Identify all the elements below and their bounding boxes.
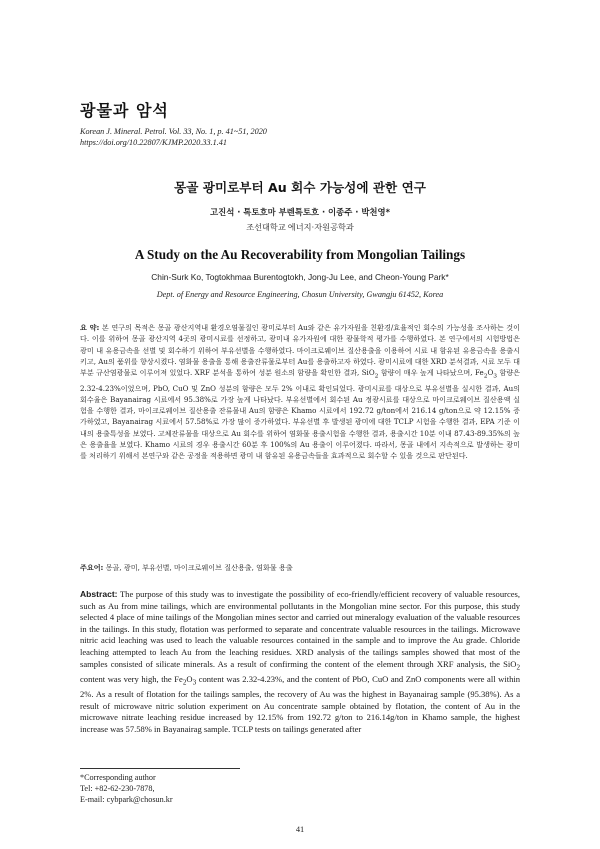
english-abstract xyxy=(80,589,520,736)
subscript: 2 xyxy=(483,373,488,380)
korean-abstract-text: O xyxy=(487,368,494,377)
english-abstract-text: content was 2.32-4.23%, and the content of PbO, CuO and ZnO components were all within 2%. As a result of flotation for the tailings samples, the recovery of Au was the highest in Bayanairag sample (95.38%). As a result of microwave nitric solution experiment on Au concentrate sample obtained by flotation, the content of Au in the microwave nitrate leaching residue increased by 12.15% from 192.72 g/ton to 216.14g/ton in Khamo sample, the highest increase was 57.58% in Bayanairag sample. TCLP tests on tailings generated after xyxy=(80,673,520,734)
subscript: 2 xyxy=(374,373,379,380)
korean-abstract-label: 요 약: xyxy=(80,323,100,332)
journal-title: 광물과 암석 xyxy=(80,101,169,120)
subscript: 3 xyxy=(493,373,498,380)
page-number: 41 xyxy=(295,825,305,834)
author-phone: Tel: +82-62-230-7878, xyxy=(80,784,155,793)
korean-abstract xyxy=(80,322,520,461)
citation-block xyxy=(80,126,267,148)
korean-authors: 고진석 · 톡토흐마 부렌톡토흐 · 이종주 · 박천영* xyxy=(210,207,390,217)
doi-link[interactable]: https://doi.org/10.22807/KJMP.2020.33.1.41 xyxy=(80,138,227,147)
korean-abstract-text: 본 연구의 목적은 몽골 광산지역내 환경오염물질인 광미로부터 Au와 같은 유가자원을 친환경/효율적인 회수의 가능성을 조사하는 것이다. 이를 위하여 몽골 광산지역 4곳의 광미시료를 선정하고, 광미내 유가자원에 대한 광물학적 평가를 수행하였다. 본 연구에서의 시험방법은 광미 내 유용금속을 선별 및 회수하기 위하여 부유선별을 수행하였다. 마이크로웨이브 질산용출을 이용하여 시료 내 함유된 유용금속을 용출시키고, Au의 품위를 향상시켰다. 염화물 용출을 통해 용출잔류물로부터 Au를 용출하고자 하였다. 광미시료에 대한 XRD 분석결과, 시료 모두 대부분 규산염광물로 이루어져 있었다. XRF 분석을 통하여 성분 원소의 함량을 확인한 결과, SiO xyxy=(80,323,520,377)
subscript: 2 xyxy=(516,663,520,672)
english-affiliation: Dept. of Energy and Resource Engineering, Chosun University, Gwangju 61452, Korea xyxy=(156,290,444,299)
korean-keywords-text: 몽골, 광미, 부유선별, 마이크로웨이브 질산용출, 염화물 용출 xyxy=(103,563,293,572)
footnote xyxy=(80,772,173,805)
korean-title: 몽골 광미로부터 Au 회수 가능성에 관한 연구 xyxy=(174,180,426,195)
subscript: 3 xyxy=(192,678,197,687)
english-title: A Study on the Au Recoverability from Mongolian Tailings xyxy=(134,247,466,262)
korean-keywords-label: 주요어: xyxy=(80,563,104,572)
korean-affiliation: 조선대학교 에너지·자원공학과 xyxy=(246,223,354,232)
subscript: 2 xyxy=(182,678,187,687)
english-abstract-text: The purpose of this study was to investigate the possibility of eco-friendly/efficient recovery of valuable resources, such as Au from mine tailings, which are environmental pollutants in the Mongolian mine sector. For this purpose, this study selected 4 place of mine tailings of the Mongolian mines sector and carried out mineralogy evaluation of the valuable resources in the tailings. In this study, flotation was performed to separate and concentrate valuable resources in the tailings. Microwave nitric acid leaching was used to leach the valuable resources contained in the sample and to improve the Au grade. Chloride leaching attempted to leach Au from the leaching residues. XRD analysis of the tailings samples showed that most of the samples consisted of silicate minerals. As a result of confirming the content of the element through XRF analysis, the SiO xyxy=(80,589,520,669)
korean-abstract-text: 함량은 2.32-4.23%이었으며, PbO, CuO 및 ZnO 성분의 함량은 모두 2% 이내로 확인되었다. 광미시료를 대상으로 부유선별을 실시한 결과, Au의 회수율은 Bayanairag 시료에서 95.38%로 가장 높게 나타났다. 부유선별에서 회수된 Au 정광시료를 대상으로 마이크로웨이브 질산용액 실험을 수행한 결과, 마이크로웨이브 질산용출 잔류물내 Au의 함량은 Khamo 시료에서 192.72 g/ton에서 216.14 g/ton으로 약 12.15% 증가하였고, Bayanairag 시료에서 57.58%로 가장 많이 증가하였다. 부유선별 후 발생된 광미에 대한 TCLP 시험을 수행한 결과, EPA 기준 이내의 용출특성을 보였다. 고체잔류물을 대상으로 Au 회수를 위하여 염화물 용출시험을 수행한 결과, 용출시간 10분 이내 87.43-89.35%의 높은 용출율을 보였다. Khamo 시료의 경우 용출시간 60분 후 100%의 Au 용출이 이루어졌다. 따라서, 몽골 내에서 지속적으로 발생하는 광미를 처리하기 위해서 본연구와 같은 공정을 적용하면 광미 내 함유된 유용금속들을 효과적으로 회수할 수 있을 것으로 판단된다. xyxy=(80,368,521,461)
korean-abstract-text: 함량이 매우 높게 나타났으며, Fe xyxy=(378,368,484,377)
english-authors: Chin-Surk Ko, Togtokhmaa Burentogtokh, Jong-Ju Lee, and Cheon-Young Park* xyxy=(151,272,449,282)
english-abstract-text: O xyxy=(186,673,193,684)
author-email[interactable]: E-mail: cybpark@chosun.kr xyxy=(80,795,173,804)
english-abstract-label: Abstract: xyxy=(80,589,118,599)
citation-line: Korean J. Mineral. Petrol. Vol. 33, No. 1, p. 41~51, 2020 xyxy=(80,127,267,136)
footnote-divider xyxy=(80,768,240,769)
english-abstract-text: content was very high, the Fe xyxy=(80,673,183,684)
korean-keywords xyxy=(80,562,520,573)
corresponding-author: *Corresponding author xyxy=(80,773,156,782)
